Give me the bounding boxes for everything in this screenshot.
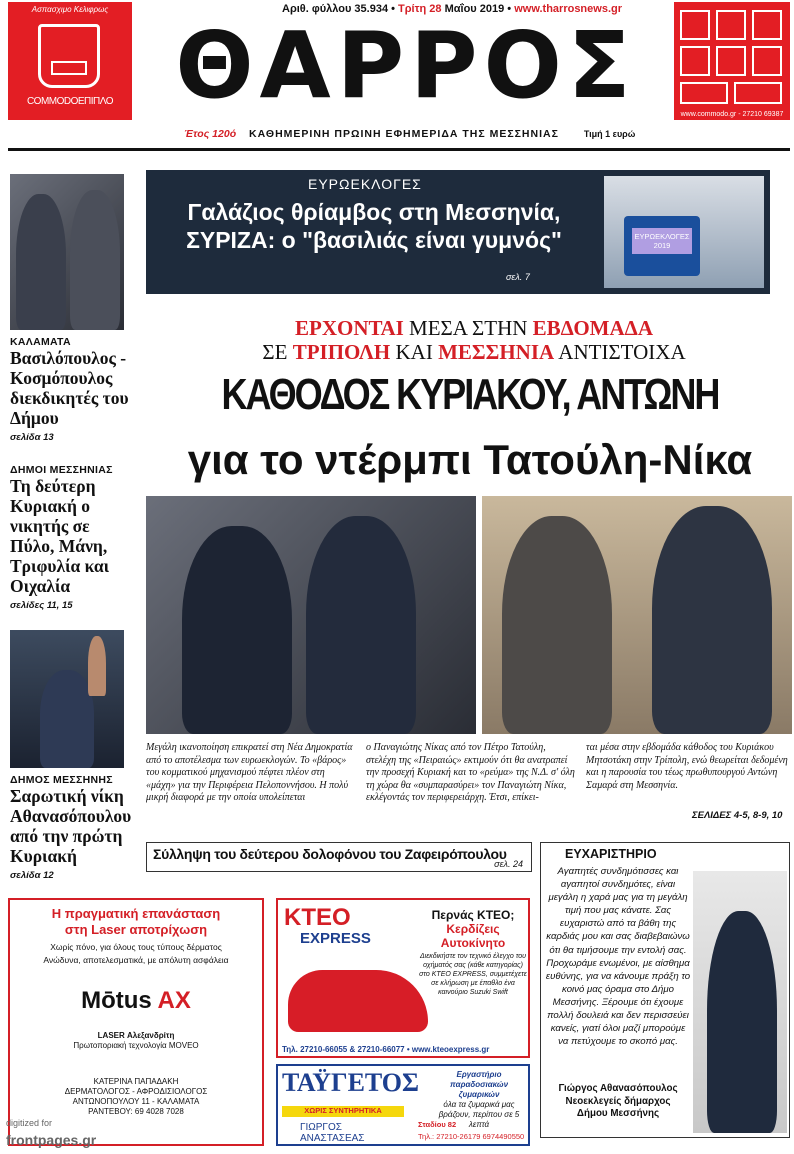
- kteo-description: Διεκδικήστε τον τεχνικό έλεγχο του οχήματός σας (κάθε κατηγορίας) στο ΚΤΕΟ EXPRESS, συμμετέχετε σε κλήρωση με έπαθλο ένα καινούριο Suzuki Swift: [419, 953, 527, 996]
- kteo-ad[interactable]: [276, 898, 530, 1058]
- ballot-box-photo: [604, 176, 764, 288]
- taygetos-phone: Τηλ.: 27210-26179 6974490550: [418, 1132, 525, 1141]
- laser-ad-line: ΔΕΡΜΑΤΟΛΟΓΟΣ - ΑΦΡΟΔΙΣΙΟΛΟΓΟΣ: [64, 1087, 208, 1096]
- lead-body-col2: ο Παναγιώτης Νίκας από τον Πέτρο Τατούλη, στελέχη της «Πειραιώς» εκτιμούν ότι θα ανατραπεί την προσεχή Κυριακή και το «ρεύμα» της Ν.Δ. σ' όλη τη χώρα θα «συμπαρασύρει» τον Παναγιώτη Νίκα, εκλέγοντάς τον περιφερειάρχη. Έτσι, επίκει-: [366, 742, 575, 803]
- taygetos-banner: ΧΩΡΙΣ ΣΥΝΤΗΡΗΤΙΚΑ: [282, 1106, 404, 1117]
- publication-year: Έτος 120ό: [184, 128, 237, 140]
- masthead-rule: [8, 148, 790, 151]
- lead-kicker-line1: ΕΡΧΟΝΤΑΙ ΜΕΣΑ ΣΤΗΝ ΕΒΔΟΜΑΔΑ: [294, 316, 654, 340]
- taygetos-description: Εργαστήριο παραδοσιακών ζυμαρικών όλα τα ζυμαρικά μας βράζουν, περίπου σε 5 λεπτά: [438, 1070, 520, 1129]
- sidebar-kicker: ΚΑΛΑΜΑΤΑ: [10, 336, 71, 348]
- car-icon: [288, 970, 428, 1032]
- sidebar-kicker: ΔΗΜΟΣ ΜΕΣΣΗΝΗΣ: [10, 774, 113, 786]
- tagline: ΚΑΘΗΜΕΡΙΝΗ ΠΡΩΙΝΗ ΕΦΗΜΕΡΙΔΑ ΤΗΣ ΜΕΣΣΗΝΙΑΣ: [249, 128, 559, 140]
- lead-subheadline: για το ντέρμπι Τατούλη-Νίκα: [187, 436, 753, 483]
- ad-right-url: www.commodo.gr - 27210 69387: [680, 111, 784, 118]
- kteo-headline: Περνάς ΚΤΕΟ; Κερδίζεις Αυτοκίνητο: [431, 908, 515, 950]
- furniture-icon: [680, 82, 728, 104]
- laser-ad-sub: Χωρίς πόνο, για όλους τους τύπους δέρματος Ανώδυνα, αποτελεσματικά, με απόλυτη ασφάλεια: [43, 942, 229, 965]
- tagline-row: [184, 128, 635, 140]
- euro-headline: [154, 198, 594, 254]
- sidebar-story-dimoi[interactable]: [10, 464, 132, 611]
- ad-left-slogan: Ασπασχιμο Κελιφρως: [31, 5, 109, 14]
- euroelections-banner[interactable]: [146, 170, 770, 294]
- commodo-ad-right[interactable]: [674, 2, 790, 120]
- furniture-icon: [716, 10, 746, 40]
- sidebar-page-ref: σελίδες 11, 15: [10, 600, 73, 611]
- laser-ad-headline: Η πραγματική επανάσταση στη Laser αποτρίχωση: [51, 906, 221, 937]
- laser-ad-line: Πρωτοποριακή τεχνολογία MOVEO: [73, 1041, 199, 1050]
- taygetos-brand: ΤΑΫΓΕΤΟΣ: [282, 1068, 420, 1097]
- thank-you-text: Αγαπητές συνδημότισσες και αγαπητοί συνδημότες, είναι μεγάλη η χαρά μας για τη μεγάλη τιμή που μας κάνατε. Σας ευχαριστώ από τα βάθη της καρδιάς μου και σας διαβεβαιώνω ότι θα τιμήσουμε την εντολή σας. Προχωράμε ενωμένοι, με αίσθημα ευθύνης, για να κάνουμε πράξη το κοινό μας όραμα στο Δήμο Μεσσήνης. Ξέρουμε ότι έχουμε πολλή δουλειά και δεν περισσεύει κανείς, γιατί όλοι μαζί μπορούμε να πετύχουμε το σκοπό μας.: [545, 866, 691, 1048]
- arrest-brief[interactable]: [146, 842, 532, 872]
- lead-body-col1: Μεγάλη ικανοποίηση επικρατεί στη Νέα Δημοκρατία από το αποτέλεσμα των ευρωεκλογών. Το «βάρος» του κομματικού μηχανισμού πέφτει πλέον στη «μάχη» για την Περιφέρεια Πελοποννήσου. Η πολύ μικρή διαφορά με την οποία υπολείπεται: [146, 742, 353, 803]
- thank-you-signature: Γιώργος Αθανασόπουλος Νεοεκλεγείς δήμαρχος Δήμου Μεσσήνης: [558, 1083, 678, 1119]
- euro-kicker: ΕΥΡΩΕΚΛΟΓΕΣ: [308, 176, 422, 192]
- thank-you-title: ΕΥΧΑΡΙΣΤΗΡΙΟ: [565, 847, 657, 861]
- kteo-brand: ΚΤΕΟ: [284, 904, 351, 931]
- euro-headline-line2: ΣΥΡΙΖΑ: ο "βασιλιάς είναι γυμνός": [186, 227, 562, 253]
- ad-left-brand: COMMODOEΠΙΠΛΟ: [26, 96, 114, 107]
- arrest-headline: Σύλληψη του δεύτερου δολοφόνου του Ζαφειρόπουλου: [153, 846, 507, 862]
- lead-body-col3: ται μέσα στην εβδομάδα κάθοδος του Κυριάκου Μητσοτάκη στην Τρίπολη, ενώ θεωρείται δεδομένη και η παρουσία του τέως πρωθυπουργού Αντώνη Σαμαρά στη Μεσσηνία.: [586, 742, 788, 791]
- laser-ad[interactable]: [8, 898, 264, 1146]
- arrest-page-ref: σελ. 24: [494, 859, 523, 869]
- tatoulis-nikas-photo: [482, 496, 792, 734]
- lead-pages-ref: ΣΕΛΙΔΕΣ 4-5, 8-9, 10: [692, 810, 783, 821]
- price: Τιμή 1 ευρώ: [583, 129, 636, 139]
- sidebar-story-messini[interactable]: [10, 774, 132, 881]
- athanasopoulos-photo: [10, 630, 124, 768]
- issue-date: Τρίτη 28: [398, 3, 442, 15]
- motus-logo: Mōtus AX: [81, 987, 191, 1014]
- ballot-box-label: ΕΥΡΩΕΚΛΟΓΕΣ 2019: [632, 228, 692, 254]
- sidebar-kicker: ΔΗΜΟΙ ΜΕΣΣΗΝΙΑΣ: [10, 464, 113, 476]
- issue-month: Μαΐου 2019: [444, 3, 505, 15]
- issue-line: Αριθ. φύλλου 35.934 • Τρίτη 28 Μαΐου 2019 • www.tharrosnews.gr: [282, 3, 623, 15]
- sidebar-headline: Βασιλόπουλος - Κοσμόπουλος διεκδικητές του Δήμου: [10, 348, 129, 428]
- furniture-icon: [680, 10, 710, 40]
- sidebar-headline: Τη δεύτερη Κυριακή ο νικητής σε Πύλο, Μάνη, Τριφυλία και Οιχαλία: [10, 476, 110, 596]
- armchair-icon: [38, 24, 100, 88]
- furniture-icon: [680, 46, 710, 76]
- sidebar-page-ref: σελίδα 13: [10, 432, 54, 443]
- thank-you-notice[interactable]: [540, 842, 790, 1138]
- mayor-portrait: [693, 871, 787, 1133]
- sidebar-story-kalamata[interactable]: [10, 336, 132, 443]
- lead-headline[interactable]: ΚΑΘΟΔΟΣ ΚΥΡΙΑΚΟΥ, ΑΝΤΩΝΗ: [221, 370, 719, 419]
- commodo-ad-left[interactable]: [8, 2, 132, 120]
- furniture-icon: [716, 46, 746, 76]
- kteo-contact: Τηλ. 27210-66055 & 27210-66077 • www.kteoexpress.gr: [282, 1045, 490, 1054]
- laser-ad-line: LASER Αλεξανδρίτη: [97, 1031, 175, 1040]
- lead-kicker: [200, 316, 748, 364]
- laser-ad-line: ΑΝΤΩΝΟΠΟΥΛΟΥ 11 - ΚΑΛΑΜΑΤΑ: [72, 1097, 200, 1106]
- taygetos-ad[interactable]: [276, 1064, 530, 1146]
- mitsotakis-samaras-photo: [146, 496, 476, 734]
- furniture-icon: [752, 10, 782, 40]
- laser-ad-line: ΡΑΝΤΕΒΟΥ: 69 4028 7028: [88, 1107, 184, 1116]
- kteo-brand-express: EXPRESS: [300, 930, 371, 947]
- newspaper-logo: ΘΑΡΡΟΣ: [175, 12, 637, 119]
- digitized-label: digitized for: [6, 1118, 53, 1128]
- issue-number: Αριθ. φύλλου 35.934: [282, 3, 389, 15]
- website-link[interactable]: www.tharrosnews.gr: [514, 3, 623, 15]
- euro-headline-line1: Γαλάζιος θρίαμβος στη Μεσσηνία,: [187, 199, 561, 225]
- sidebar-headline: Σαρωτική νίκη Αθανασόπουλου από την πρώτη Κυριακή: [10, 786, 132, 866]
- furniture-icon: [752, 46, 782, 76]
- laser-ad-line: ΚΑΤΕΡΙΝΑ ΠΑΠΑΔΑΚΗ: [93, 1077, 179, 1086]
- ballot-box: [624, 216, 700, 276]
- furniture-icon: [734, 82, 782, 104]
- taygetos-address: Σταδίου 82: [418, 1120, 457, 1129]
- mayor-candidates-photo: [10, 174, 124, 330]
- sidebar-page-ref: σελίδα 12: [10, 870, 54, 881]
- lead-kicker-line2: ΣΕ ΤΡΙΠΟΛΗ ΚΑΙ ΜΕΣΣΗΝΙΑ ΑΝΤΙΣΤΟΙΧΑ: [262, 340, 686, 364]
- taygetos-owner: ΓΙΩΡΓΟΣ ΑΝΑΣΤΑΣΕΑΣ: [300, 1122, 365, 1144]
- frontpages-watermark[interactable]: frontpages.gr: [6, 1132, 97, 1148]
- euro-page-ref: σελ. 7: [506, 272, 530, 282]
